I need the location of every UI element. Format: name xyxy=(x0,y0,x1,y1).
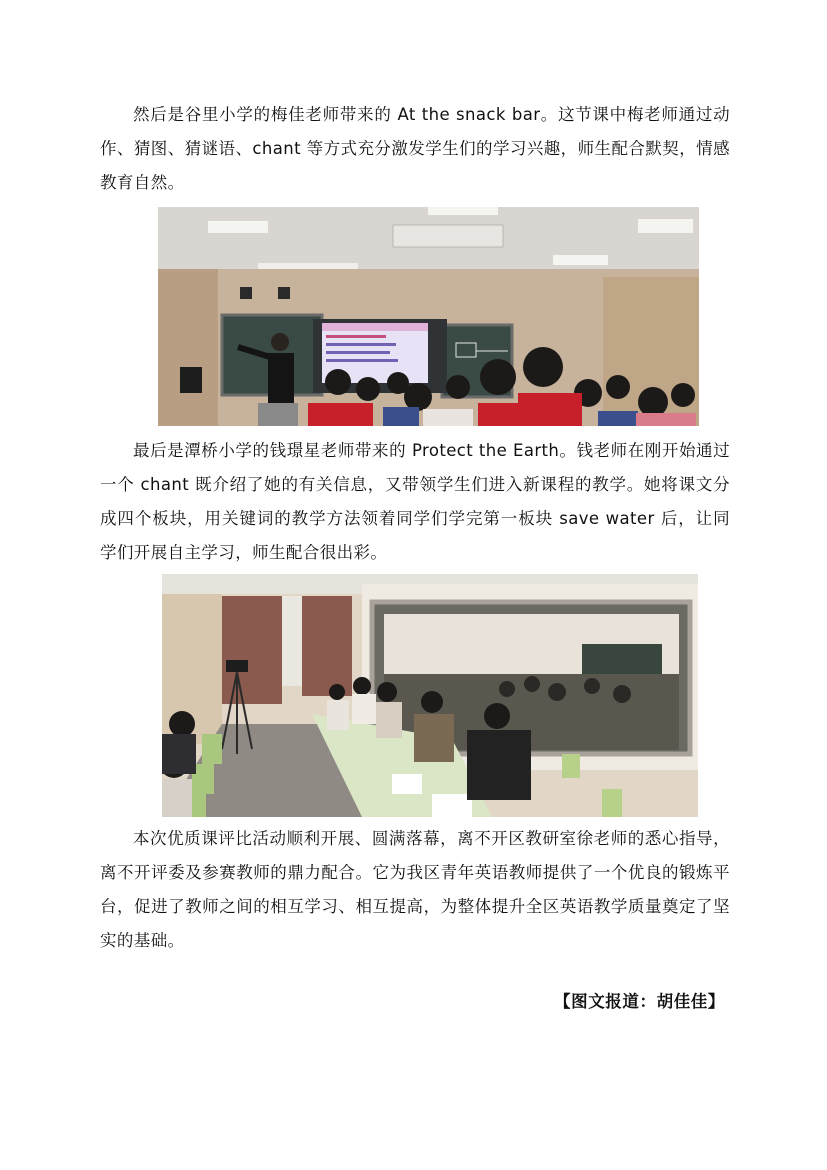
report-byline: 【图文报道：胡佳佳】 xyxy=(554,992,725,1011)
paragraph-protect-earth-lesson: 最后是潭桥小学的钱璟星老师带来的 Protect the Earth。钱老师在刚开始通过一个 chant 既介绍了她的有关信息，又带领学生们进入新课程的教学。她将课文分成四个板块，用关键词的教学方法领着同学们学完第一板块 save water 后，让同学们开展自主学习，师生配合很出彩。 xyxy=(100,441,730,562)
paragraph-snack-bar-lesson: 然后是谷里小学的梅佳老师带来的 At the snack bar。这节课中梅老师通过动作、猜图、猜谜语、chant 等方式充分激发学生们的学习兴趣，师生配合默契，情感教育自然。 xyxy=(100,105,730,192)
classroom-photo-teacher-presenting xyxy=(158,207,699,426)
paragraph-event-summary: 本次优质课评比活动顺利开展、圆满落幕，离不开区教研室徐老师的悉心指导，离不开评委及参赛教师的鼎力配合。它为我区青年英语教师提供了一个优良的锻炼平台，促进了教师之间的相互学习、相互提高，为整体提升全区英语教学质量奠定了坚实的基础。 xyxy=(100,829,730,950)
classroom-photo-teachers-observing xyxy=(162,574,698,817)
